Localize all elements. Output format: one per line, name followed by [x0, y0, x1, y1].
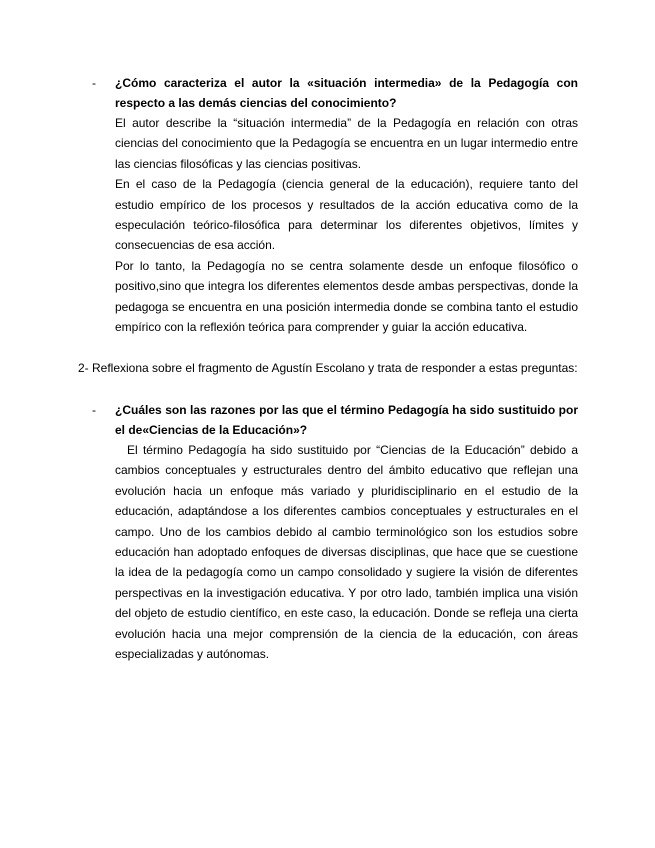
question-heading: ¿Cuáles son las razones por las que el término Pedagogía ha sido sustituido por el de«Ciencias de la Educación»?: [115, 403, 578, 437]
answer-paragraph: El autor describe la “situación intermedia” de la Pedagogía en relación con otras ciencias del conocimiento que la Pedagogía se encuentra en un lugar intermedio entre las ciencias filosóficas y las ciencias positivas.: [115, 116, 578, 171]
answer-paragraph: En el caso de la Pedagogía (ciencia general de la educación), requiere tanto del estudio empírico de los procesos y resultados de la acción educativa como de la especulación teórico-filosófica para determinar los diferentes objetivos, límites y consecuencias de esa acción.: [115, 177, 578, 253]
question-block-2: [92, 400, 578, 664]
section-heading: 2- Reflexiona sobre el fragmento de Agustín Escolano y trata de responder a estas preguntas:: [78, 361, 578, 375]
question-heading: ¿Cómo caracteriza el autor la «situación intermedia» de la Pedagogía con respecto a las demás ciencias del conocimiento?: [115, 76, 578, 110]
question-block-1: [92, 73, 578, 337]
answer-paragraph: Por lo tanto, la Pedagogía no se centra solamente desde un enfoque filosófico o positivo,sino que integra los diferentes elementos desde ambas perspectivas, donde la pedagoga se encuentra en una posición intermedia donde se combina tanto el estudio empírico con la reflexión teórica para comprender y guiar la acción educativa.: [115, 258, 578, 335]
bullet-dash: -: [92, 76, 96, 90]
bullet-dash: -: [92, 403, 96, 417]
answer-paragraph: El término Pedagogía ha sido sustituido por “Ciencias de la Educación” debido a cambios conceptuales y estructurales dentro del ámbito educativo que reflejan una evolución hacia un enfoque más variado y pluridisciplinario en el estudio de la educación, adaptándose a los diferentes cambios conceptuales y estructurales en el campo. Uno de los cambios debido al cambio terminológico son los estudios sobre educación han adoptado enfoques de diversas disciplinas, que hace que se cuestione la idea de la pedagogía como un campo consolidado y sugiere la visión de diferentes perspectivas en la investigación educativa. Y por otro lado, también implica una visión del objeto de estudio científico, en este caso, la educación. Donde se refleja una cierta evolución hacia una mejor comprensión de la ciencia de la educación, con áreas especializadas y autónomas.: [115, 443, 578, 662]
